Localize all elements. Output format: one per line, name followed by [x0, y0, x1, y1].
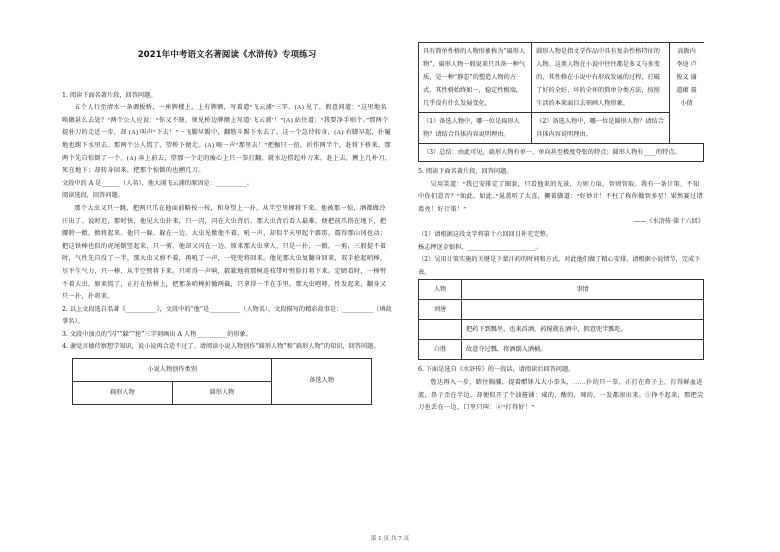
table-cell-round: 圆形人物 [172, 382, 272, 405]
candidate-list: 高衙内 李逵 卢俊义 谢道蕴 聂小倩 [669, 43, 704, 144]
question-5: 5. 阅读下面名著片段，回答问题。 [418, 168, 513, 175]
passage-5-source: ——《水浒传·第十六回》 [633, 218, 704, 226]
passage-2-heading: 阅读选段，回答问题。 [62, 192, 124, 200]
passage-2: 那个大虫又只一跳，把两只爪在他面前略按一按，和身望上一扑，从半空里撺将下来。他被那一惊，酒都做冷汗出了。说时迟，那时快，他见大虫扑来，只一闪，闪在大虫背后。那大虫背后看人最难，便把前爪搭在地下，把腰胯一掀，掀将起来。他只一躲，躲在一边。大虫见掀他不着，吼一声，却似半天里起个霹雳，震得那山冈也动；把这铁棒也似的虎尾倒竖起来，只一剪，他却又闪在一边。原来那大虫拿人，只是一扑，一掀，一剪，三般提不着时，气性先自没了一半。那大虫又剪不着，再吼了一声，一兜兜将回来。他见那大虫复翻身回来，双手抡起哨棒，尽平生气力，只一棒，从半空劈将下来。只听得一声响，簌簌地将那树连枝带叶劈脸打将下来。定睛看时，一棒劈不着大虫，原来慌了，正打在枯树上，把那条哨棒折做两截，只拿得一半在手里。那大虫咆哮，性发起来，翻身又只一扑，扑将来。 [62, 204, 387, 301]
question-1: 1. 阅读下面名著片段，回答问题。 [62, 91, 157, 99]
plot-table-person: 白胜 [419, 340, 462, 360]
document-title: 2021年中考语文名著阅读《水浒传》专项练习 [137, 50, 317, 60]
question-5-1: （1）请根据这段文字将第十六回回目补充完整。 [418, 230, 552, 238]
question-4: 4. 谢觉言德侍察想学知识，说小说再合适不过了。请阅读小说人物创作“圆形人物”和“扁形人物”的知识，回答问题。 [62, 343, 380, 351]
right-column [418, 42, 704, 415]
passage-5: 吴用笑道：“我已安排定了圈套，只看他来的光景，力则力取，智则智取。我有一条计策，不知中你们意否？”如此，如此。”晁盖听了大喜，撅着脚道：“好妙计！不枉了称你做智多星！果然赛过诸葛亮！好计策！” [418, 180, 703, 213]
question-5-2: （2）吴用计策实施的关键是下蒙汗药的时间和方式，对此他们做了精心安排，请根据小说情节，完成下表。 [418, 256, 701, 276]
question-6: 6. 下面是选自《水浒传》的一段话，请阅读后回答问题。 [418, 366, 575, 374]
question-3: 3. 文段中加点的“闪”“躲”“抡”三字刻画出 A 人物__________的形象。 [62, 330, 252, 338]
character-type-table-continued [418, 42, 704, 162]
plot-table-header-person: 人物 [419, 280, 462, 300]
table-question-2: （2）备选人物中，哪一位是圆形人物？请结合具体内容说明理由。 [532, 113, 669, 144]
left-column [62, 42, 392, 405]
table-header-category: 小说人物创作类别 [73, 359, 272, 382]
plot-table-event [462, 300, 704, 320]
table-header-candidates: 备选人物 [272, 359, 372, 405]
table-question-3: （3）总结：由此可见，扁形人物有单一、单向甚至极度夸张的特点；圆形人物有____的特点。 [419, 144, 704, 162]
plot-table-header-event: 事情 [462, 280, 704, 300]
question-2: 2. 以上文段选自名著《__________》，文段中的“他”是__________（人物名），文段描写的精彩故事是：__________（填故事名）。 [62, 305, 392, 326]
passage-6: 鲁达再入一步，踏住胸脯，提着醋钵儿大小拳头，……扑的只一拳，正打在鼻子上，打得鲜血迸流，鼻子歪在半边，却便似开了个油酱铺：咸的，酸的，辣的，一发都滚出来。①挣不起来，那把尖刀也丢在一边，口里只叫：②“打得好！” [418, 378, 704, 412]
question-5-1-blank: 杨志押送金银担，______________________。 [418, 243, 542, 251]
flat-character-definition: 具有简单性格的人物形象称为“扁形人物”，扁形人物一般说来只具备一种气质，是一种“静态”的塑造人物的方式，其性格始终如一，稳定性极端，几乎没有什么发展变化。 [419, 43, 532, 113]
question-1-blank: 文段中的 A 是______（人名），他大闹飞云浦的原因是：__________。 [62, 179, 253, 187]
round-character-definition: 圆形人物是指文学作品中具有复杂性格特征的人物。这类人物在小说中往往都是多义与多变的，其性格在小说中有形成发展的过程，打破了好的全好、坏的全坏的简单分类方法，按照生活的本来面目去刻画人物形象。 [532, 43, 669, 113]
character-type-table [72, 358, 372, 405]
table-question-1: （1）备选人物中，哪一位是扁形人物？请结合具体内容说明理由。 [419, 113, 532, 144]
plot-table-person [419, 320, 462, 340]
page-footer: 第 1 页 共 7 页 [370, 536, 410, 542]
plot-table-person: 刘唐 [419, 300, 462, 320]
plot-table-event: 把药下到瓢里，也来舀酒，药搅就在酒中，假意兜半瓢吃。 [462, 320, 704, 340]
passage-1: 五个人行至清水一条调板桥，一座牌楼上，上有牌额，写着道“飞云浦”三字。(A) 见了，假意问道：“这里地名唤做甚么去处？”两个公人应说：“你又不瞎，须见桥边牌额上写道‘飞云浦’！”(A) 站住道：“我要净手则个。”那两个提朴刀的走近一步，却 (A) 叫声“下去！”一飞脚早踢中，翻筋斗踢下水去了。这一个急待转身，(A) 右脚早起，扑嗵地也踢下水里去。那两个公人慌了，望桥下便走。(A) 喝一声“那里去！”把枷只一扭，折作两半个，赶将下桥来。那两个先自惊倒了一个。(A) 奔上前去，望那一个走的後心上只一拳打翻，就水边捞起朴刀来，赶上去，搠上几朴刀，死在地下；却转身回来，把那个惊倒的也搠几刀。 [62, 104, 392, 175]
plot-table [418, 279, 704, 360]
plot-table-event: 故意夺过瓢，将酒倒入酒桶。 [462, 340, 704, 360]
table-cell-flat: 扁形人物 [73, 382, 173, 405]
